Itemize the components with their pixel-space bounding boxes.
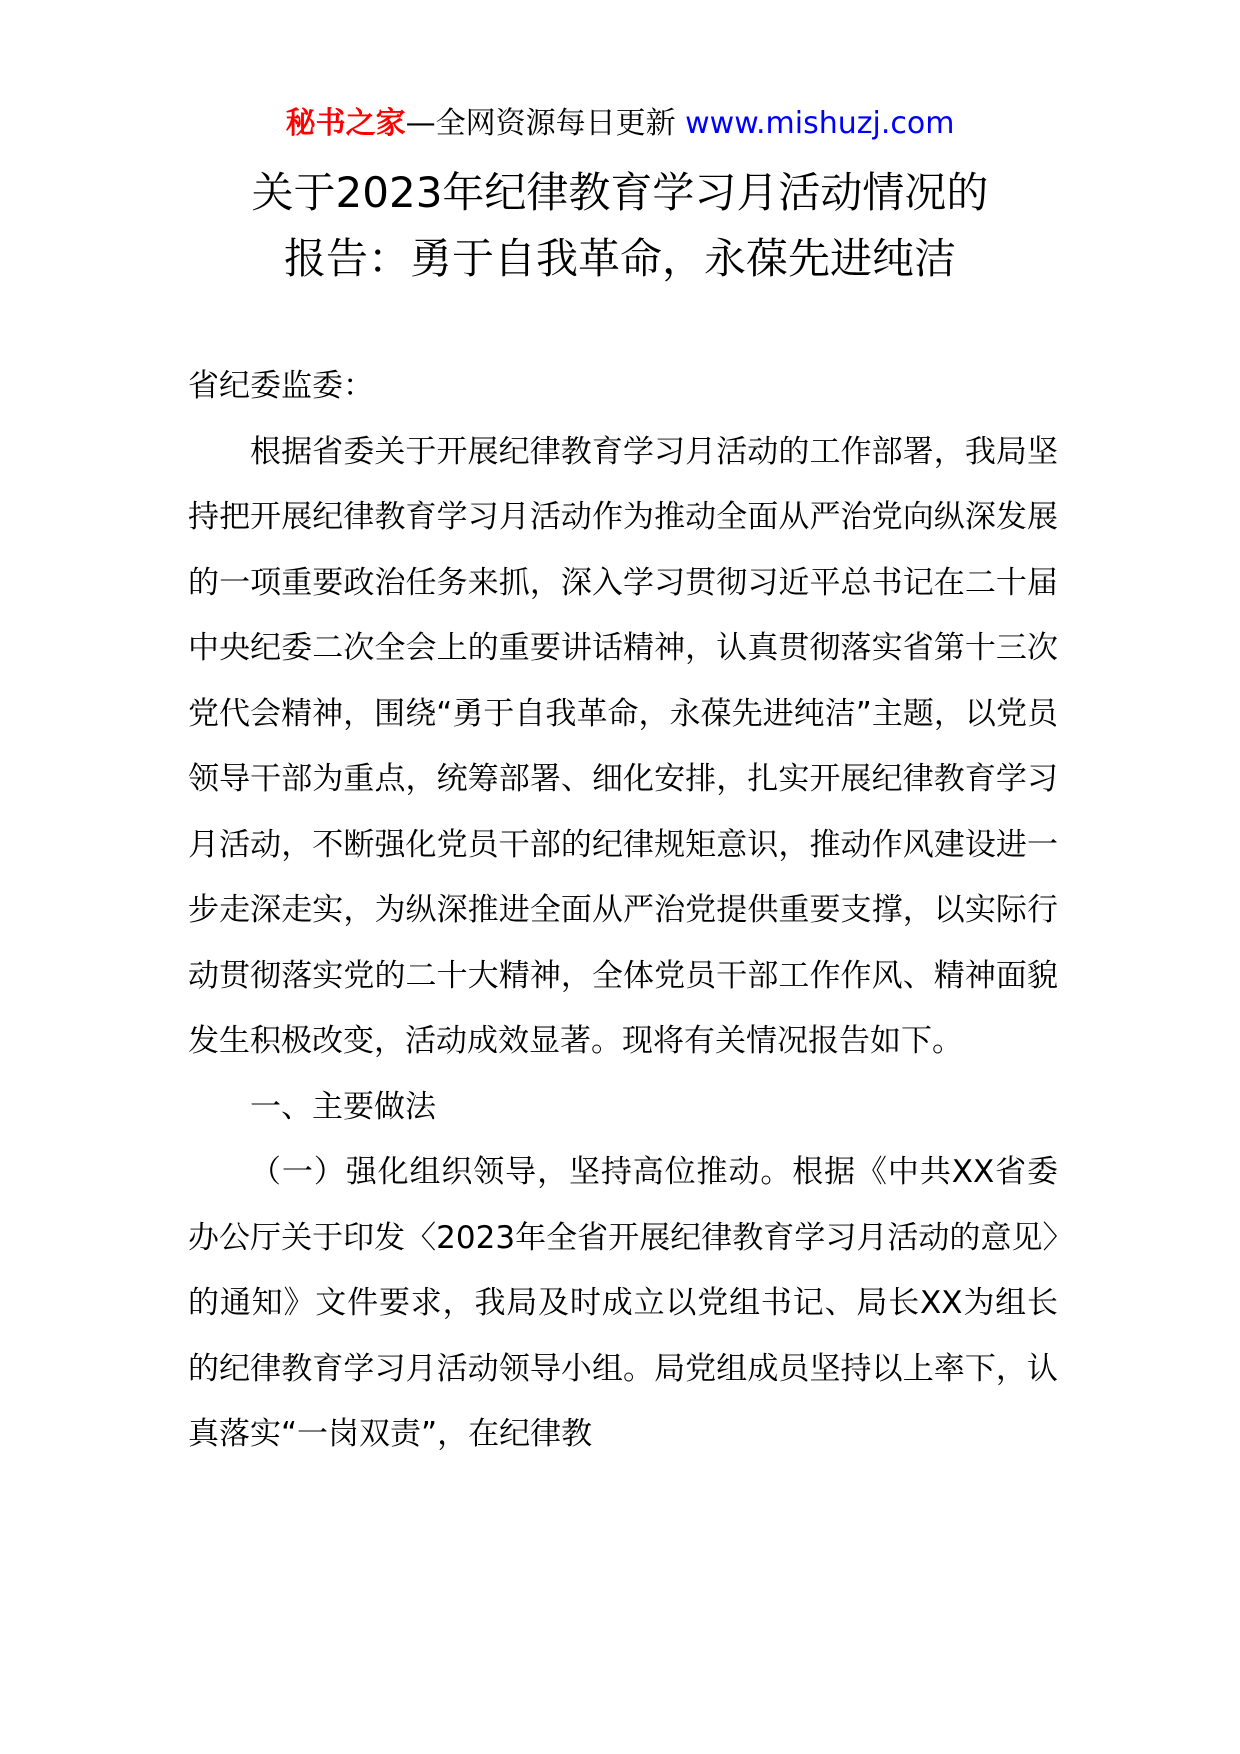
section-heading-1: 一、主要做法 xyxy=(250,1088,436,1125)
header-slogan: —全网资源每日更新 xyxy=(405,106,686,141)
body-paragraph-1: 根据省委关于开展纪律教育学习月活动的工作部署，我局坚持把开展纪律教育学习月活动作为推动全面从严治党向纵深发展的一项重要政治任务来抓，深入学习贯彻习近平总书记在二十届中央纪委二次全会上的重要讲话精神，认真贯彻落实省第十三次党代会精神，围绕“勇于自我革命，永葆先进纯洁”主题，以党员领导干部为重点，统筹部署、细化安排，扎实开展纪律教育学习月活动，不断强化党员干部的纪律规矩意识，推动作风建设进一步走深走实，为纵深推进全面从严治党提供重要支撑，以实际行动贯彻落实党的二十大精神，全体党员干部工作作风、精神面貌发生积极改变，活动成效显著。现将有关情况报告如下。 xyxy=(188,433,1058,1059)
body-paragraph-2: （一）强化组织领导，坚持高位推动。根据《中共XX省委办公厅关于印发〈2023年全省开展纪律教育学习月活动的意见〉的通知》文件要求，我局及时成立以党组书记、局长XX为组长的纪律教育学习月活动领导小组。局党组成员坚持以上率下，认真落实“一岗双责”，在纪律教 xyxy=(188,1154,1058,1452)
site-url-link[interactable]: www.mishuzj.com xyxy=(685,106,955,141)
title-line-1: 关于2023年纪律教育学习月活动情况的 xyxy=(251,168,989,217)
document-body xyxy=(188,354,1058,1468)
document-title xyxy=(160,160,1080,292)
title-line-2: 报告：勇于自我革命，永葆先进纯洁 xyxy=(283,234,956,283)
salutation: 省纪委监委： xyxy=(188,368,374,404)
watermark-header xyxy=(0,102,1240,146)
brand-name: 秘书之家 xyxy=(285,106,406,141)
